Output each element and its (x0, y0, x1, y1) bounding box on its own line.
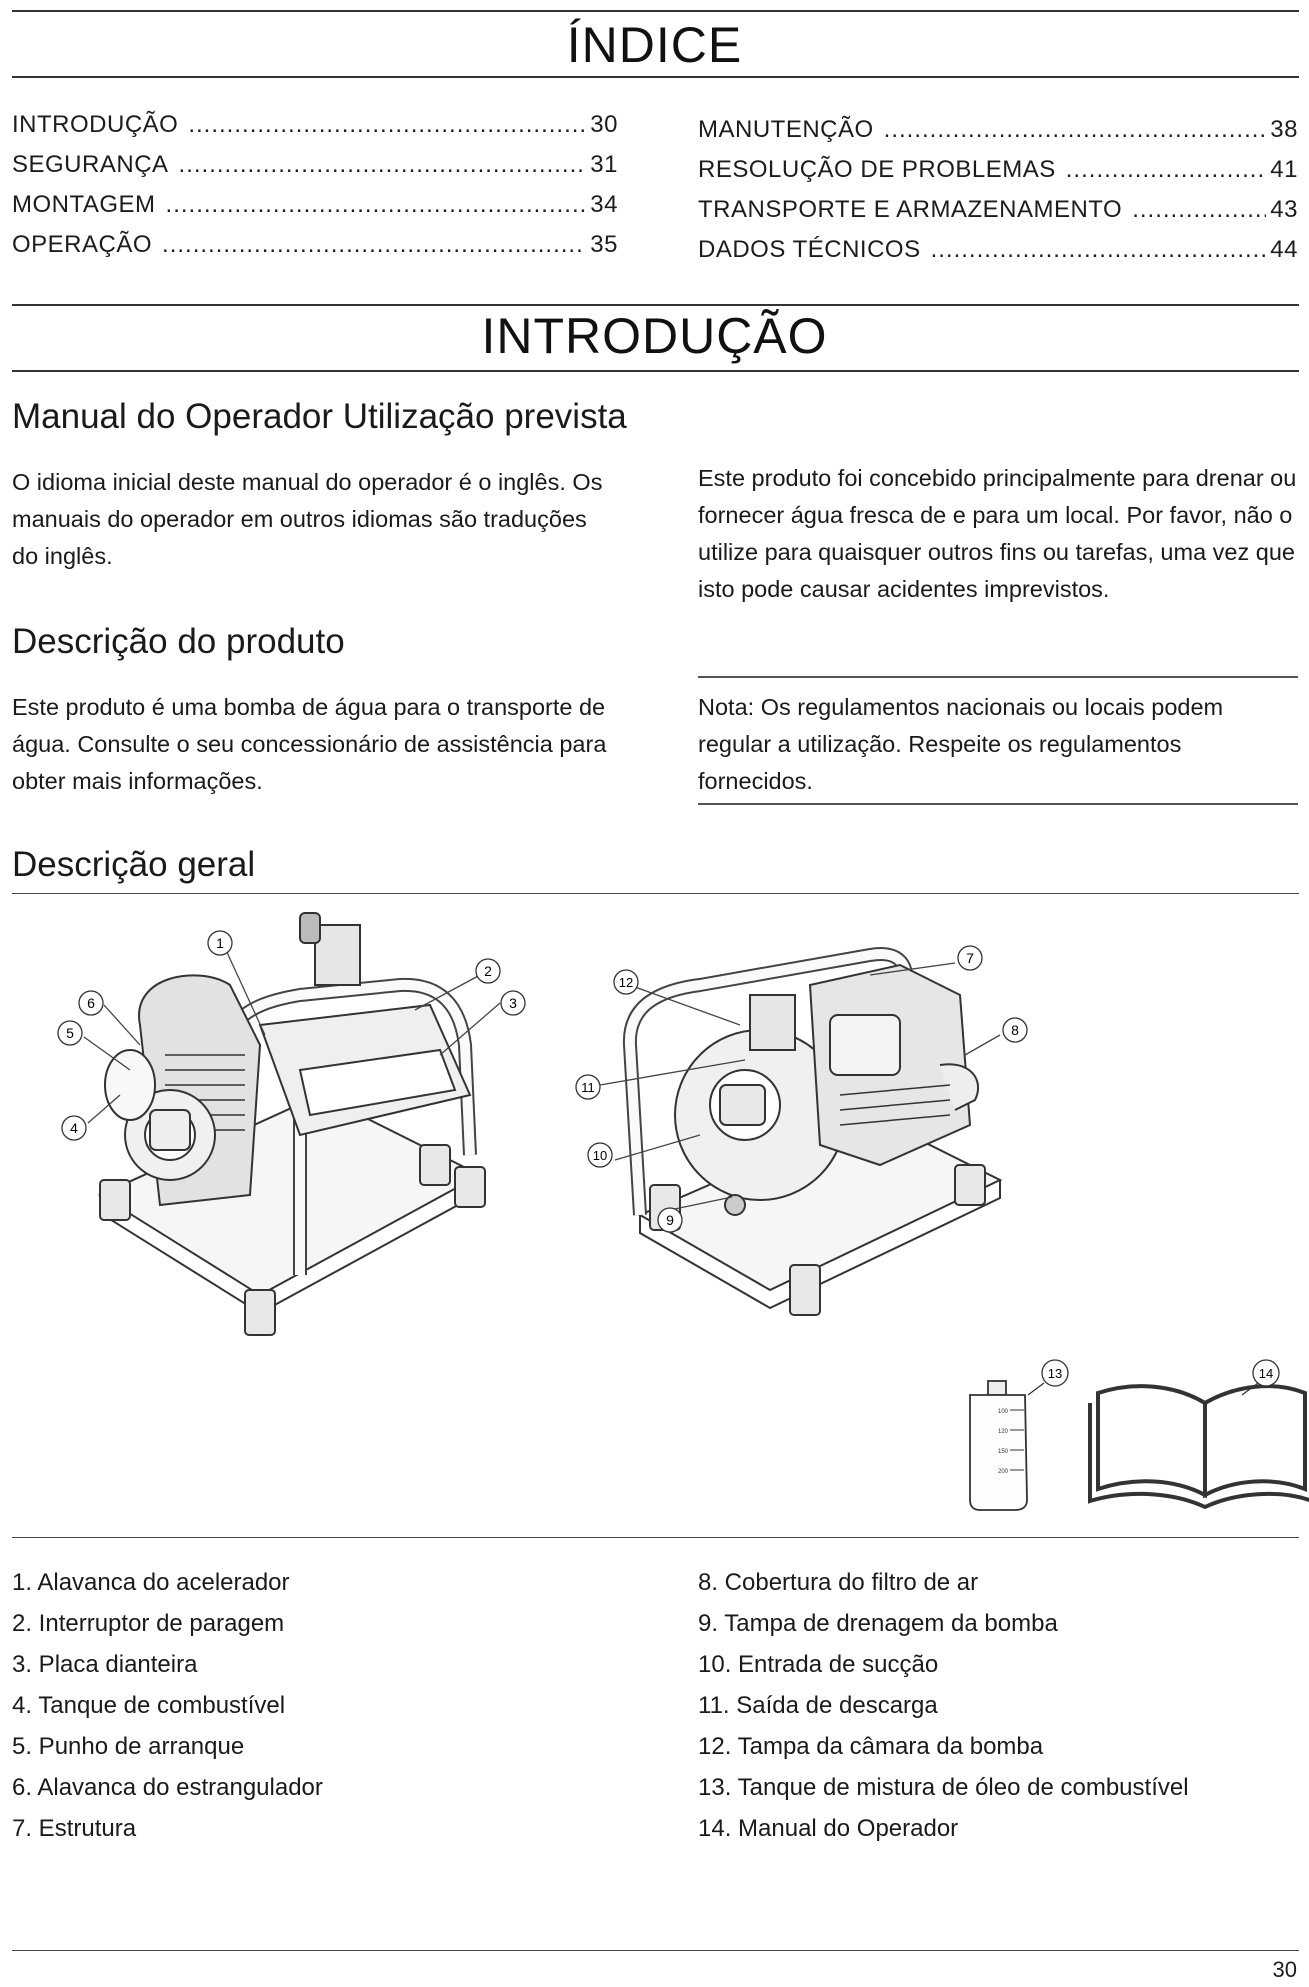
callout-9-text: 9 (666, 1212, 674, 1228)
callout-13 (1042, 1360, 1068, 1386)
index-title-rule (12, 76, 1299, 78)
legend-item: 5. Punho de arranque (12, 1733, 245, 1760)
callout-5-text: 5 (66, 1025, 74, 1041)
callout-11-text: 11 (581, 1080, 595, 1095)
toc-item[interactable]: MONTAGEM ..... 34 (12, 185, 618, 225)
intro-title: INTRODUÇÃO (481, 308, 828, 364)
toc-left (12, 105, 618, 265)
legend-item: 9. Tampa de drenagem da bomba (698, 1610, 1058, 1637)
callout-1 (208, 931, 232, 955)
callout-7-text: 7 (966, 950, 974, 966)
callout-7 (958, 946, 982, 970)
overview-rule (12, 893, 1299, 894)
callout-14 (1253, 1360, 1279, 1386)
intro-title-rule (12, 370, 1299, 372)
top-rule (12, 10, 1299, 12)
toc-right (698, 110, 1298, 270)
callout-14-text: 14 (1258, 1366, 1274, 1381)
legend-item: 11. Saída de descarga (698, 1692, 938, 1719)
legend-item: 4. Tanque de combustível (12, 1692, 286, 1719)
toc-item[interactable]: INTRODUÇÃO ..... 30 (12, 105, 618, 145)
callout-6-text: 6 (87, 995, 95, 1011)
bottle-mark: 100 (997, 1409, 1008, 1415)
callout-8-text: 8 (1011, 1022, 1019, 1038)
legend-left (12, 1562, 612, 1849)
toc-item[interactable]: OPERAÇÃO ..... 35 (12, 225, 618, 265)
callout-6 (79, 991, 103, 1015)
callout-9 (658, 1208, 682, 1232)
legend-top-rule (12, 1537, 1299, 1538)
note-text: Nota: Os regulamentos nacionais ou locais podem regular a utilização. Respeite os regulamentos fornecidos. (698, 694, 1224, 794)
callout-12-text: 12 (618, 975, 634, 990)
pump-diagram (0, 895, 1309, 1515)
legend-item: 13. Tanque de mistura de óleo de combustível (698, 1774, 1189, 1801)
left-pump-illustration (100, 913, 485, 1335)
legend-right (698, 1562, 1298, 1849)
toc-item[interactable]: SEGURANÇA ..... 31 (12, 145, 618, 185)
callout-3 (501, 991, 525, 1015)
legend-item: 3. Placa dianteira (12, 1651, 198, 1678)
callout-2-text: 2 (484, 963, 492, 979)
callout-4 (62, 1116, 86, 1140)
right-pump-illustration (630, 954, 1000, 1315)
bottle-mark: 200 (997, 1469, 1008, 1475)
legend-item: 12. Tampa da câmara da bomba (698, 1733, 1044, 1760)
overview-heading: Descrição geral (12, 845, 256, 884)
legend-item: 6. Alavanca do estrangulador (12, 1774, 323, 1801)
toc-item[interactable]: MANUTENÇÃO ..... 38 (698, 110, 1298, 150)
callout-1-text: 1 (216, 935, 224, 951)
callout-13-text: 13 (1047, 1366, 1063, 1381)
footer-rule (12, 1950, 1299, 1951)
toc-item[interactable]: DADOS TÉCNICOS ..... 44 (698, 230, 1298, 270)
callout-5 (58, 1021, 82, 1045)
operator-manual-book (1090, 1383, 1309, 1507)
page-number: 30 (1272, 1957, 1297, 1982)
callout-2 (476, 959, 500, 983)
product-text: Este produto é uma bomba de água para o transporte de água. Consulte o seu concessionário de assistência para obter mais informações. (12, 694, 607, 794)
toc-item[interactable]: RESOLUÇÃO DE PROBLEMAS ..... 41 (698, 150, 1298, 190)
intended-use-text: Este produto foi concebido principalmente para drenar ou fornecer água fresca de e para um local. Por favor, não o utilize para quaisquer outros fins ou tarefas, uma vez que isto pode causar acidentes imprevistos. (698, 465, 1297, 602)
callout-12 (614, 970, 638, 994)
callout-10 (588, 1143, 612, 1167)
callout-11 (576, 1075, 600, 1099)
note-top-rule (698, 676, 1298, 678)
legend-item: 10. Entrada de sucção (698, 1651, 939, 1678)
bottle-mark: 120 (997, 1429, 1008, 1435)
callout-4-text: 4 (70, 1120, 78, 1136)
product-heading: Descrição do produto (12, 622, 345, 661)
callout-3-text: 3 (509, 995, 517, 1011)
legend-item: 8. Cobertura do filtro de ar (698, 1569, 979, 1596)
intro-top-rule (12, 304, 1299, 306)
legend-item: 1. Alavanca do acelerador (12, 1569, 290, 1596)
bottle-mark: 150 (997, 1449, 1008, 1455)
legend-item: 14. Manual do Operador (698, 1815, 959, 1842)
callout-10-text: 10 (592, 1148, 608, 1163)
manual-text: O idioma inicial deste manual do operador é o inglês. Os manuais do operador em outros idiomas são traduções do inglês. (12, 469, 603, 569)
legend-item: 2. Interruptor de paragem (12, 1610, 285, 1637)
toc-item[interactable]: TRANSPORTE E ARMAZENAMENTO ..... 43 (698, 190, 1298, 230)
note-bottom-rule (698, 803, 1298, 805)
fuel-mix-bottle (970, 1381, 1044, 1510)
index-title: ÍNDICE (566, 17, 743, 73)
callout-8 (1003, 1018, 1027, 1042)
manual-heading: Manual do Operador Utilização prevista (12, 397, 627, 436)
legend-item: 7. Estrutura (12, 1815, 137, 1842)
